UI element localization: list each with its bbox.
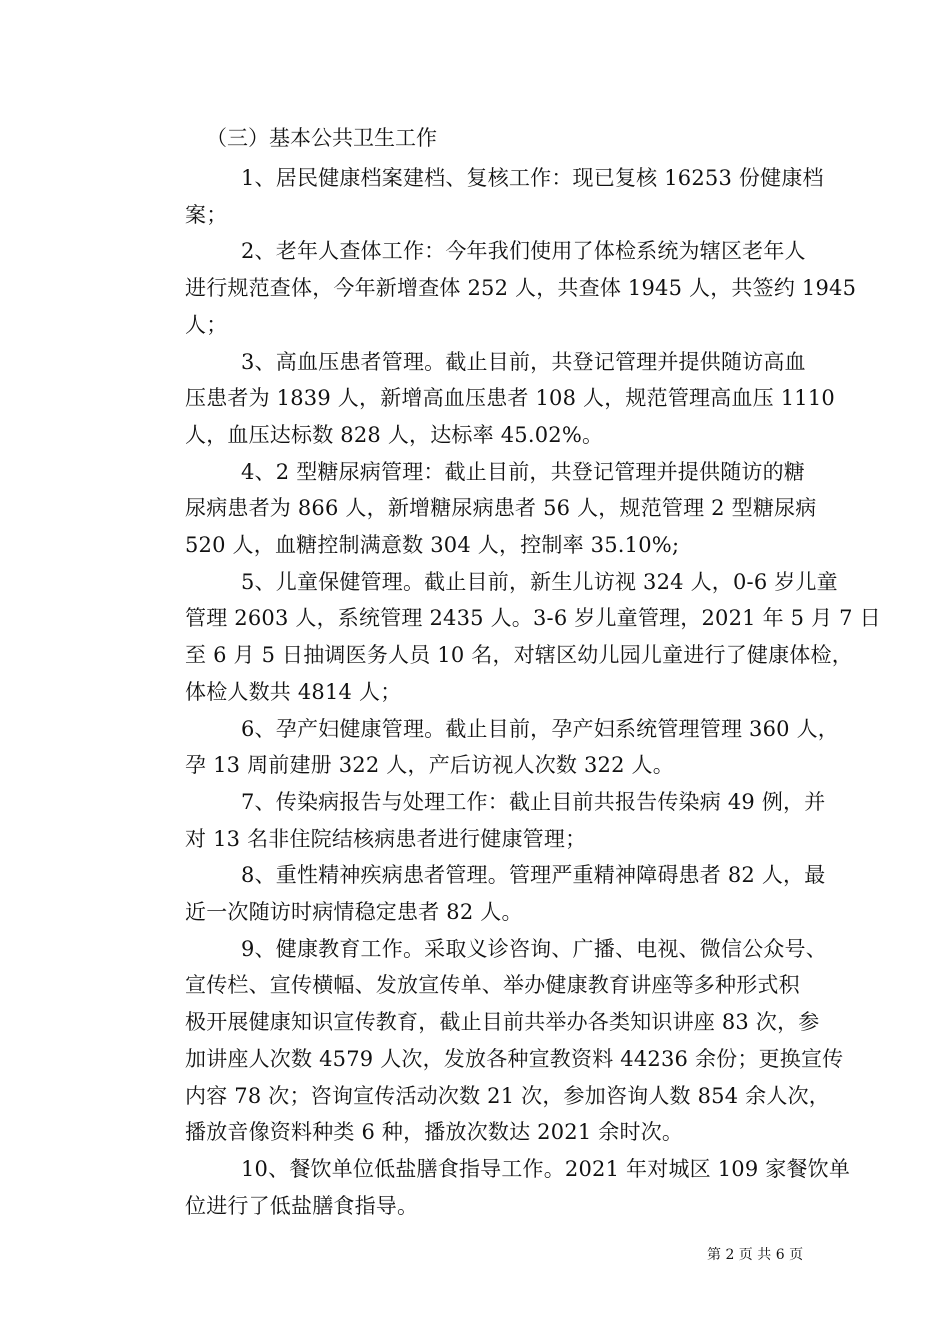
- paragraph-line: 6、孕产妇健康管理。截止目前，孕产妇系统管理管理 360 人，: [241, 716, 839, 741]
- paragraph-line: 2、老年人查体工作：今年我们使用了体检系统为辖区老年人: [241, 239, 806, 264]
- body-text: [143, 160, 881, 1224]
- paragraph-6: [143, 711, 839, 784]
- paragraph-line: 体检人数共 4814 人；: [185, 679, 402, 704]
- paragraph-8: [143, 857, 826, 930]
- paragraph-line: 10、餐饮单位低盐膳食指导工作。2021 年对城区 109 家餐饮单: [241, 1156, 851, 1181]
- paragraph-line: 极开展健康知识宣传教育，截止目前共举办各类知识讲座 83 次，参: [185, 1010, 820, 1035]
- page-number: 第 2 页 共 6 页: [707, 1247, 804, 1263]
- paragraph-line: 尿病患者为 866 人，新增糖尿病患者 56 人，规范管理 2 型糖尿病: [185, 496, 817, 521]
- paragraph-9: [143, 931, 844, 1151]
- paragraph-10: [143, 1151, 851, 1224]
- paragraph-line: 9、健康教育工作。采取义诊咨询、广播、电视、微信公众号、: [241, 936, 827, 961]
- paragraph-line: 内容 78 次；咨询宣传活动次数 21 次，参加咨询人数 854 余人次，: [185, 1083, 830, 1108]
- paragraph-line: 宣传栏、宣传横幅、发放宣传单、举办健康教育讲座等多种形式积: [185, 973, 800, 998]
- paragraph-line: 案；: [185, 202, 228, 227]
- paragraph-line: 8、重性精神疾病患者管理。管理严重精神障碍患者 82 人，最: [241, 863, 826, 888]
- paragraph-7: [143, 784, 826, 857]
- paragraph-line: 1、居民健康档案建档、复核工作：现已复核 16253 份健康档: [241, 166, 824, 190]
- paragraph-2: [143, 233, 857, 343]
- section-title: （三）基本公共卫生工作: [206, 126, 437, 150]
- paragraph-line: 位进行了低盐膳食指导。: [185, 1193, 419, 1218]
- paragraph-5: [143, 564, 881, 711]
- paragraph-line: 加讲座人次数 4579 人次，发放各种宣教资料 44236 余份；更换宣传: [185, 1046, 844, 1071]
- paragraph-line: 对 13 名非住院结核病患者进行健康管理；: [185, 826, 587, 851]
- paragraph-line: 7、传染病报告与处理工作：截止目前共报告传染病 49 例，并: [241, 789, 826, 814]
- paragraph-line: 压患者为 1839 人，新增高血压患者 108 人，规范管理高血压 1110: [185, 386, 835, 411]
- paragraph-line: 5、儿童保健管理。截止目前，新生儿访视 324 人，0-6 岁儿童: [241, 569, 838, 594]
- paragraph-line: 人，血压达标数 828 人，达标率 45.02%。: [185, 422, 604, 447]
- paragraph-line: 进行规范查体，今年新增查体 252 人，共查体 1945 人，共签约 1945: [185, 276, 857, 301]
- paragraph-line: 管理 2603 人，系统管理 2435 人。3-6 岁儿童管理，2021 年 5 月 7 日: [185, 606, 881, 631]
- paragraph-3: [143, 344, 835, 454]
- paragraph-line: 播放音像资料种类 6 种，播放次数达 2021 余时次。: [185, 1120, 684, 1145]
- paragraph-line: 至 6 月 5 日抽调医务人员 10 名，对辖区幼儿园儿童进行了健康体检，: [185, 643, 853, 668]
- paragraph-line: 人；: [185, 312, 228, 337]
- paragraph-line: 3、高血压患者管理。截止目前，共登记管理并提供随访高血: [241, 349, 806, 374]
- paragraph-4: [143, 454, 818, 564]
- paragraph-1: [143, 160, 824, 233]
- paragraph-line: 近一次随访时病情稳定患者 82 人。: [185, 900, 523, 925]
- paragraph-line: 520 人，血糖控制满意数 304 人，控制率 35.10%;: [185, 533, 680, 558]
- paragraph-line: 4、2 型糖尿病管理：截止目前，共登记管理并提供随访的糖: [241, 459, 805, 484]
- paragraph-line: 孕 13 周前建册 322 人，产后访视人次数 322 人。: [185, 753, 674, 778]
